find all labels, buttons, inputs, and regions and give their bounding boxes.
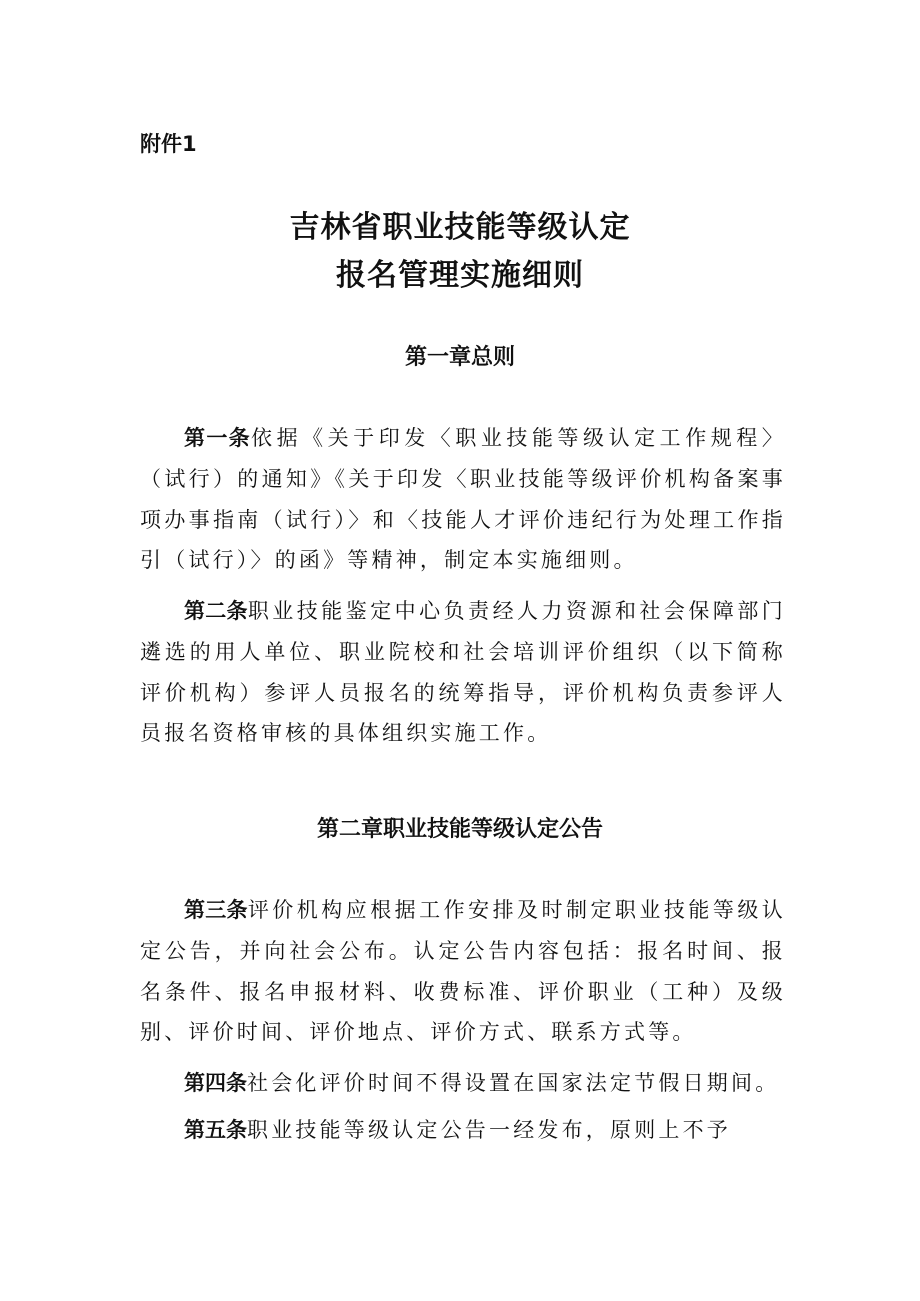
article-text: 职业技能等级认定公告一经发布，原则上不予 xyxy=(247,1118,731,1142)
article-5 xyxy=(140,1110,786,1151)
article-text: 依据《关于印发〈职业技能等级认定工作规程〉（试行）的通知》《关于印发〈职业技能等级评价机构备案事项办事指南（试行）〉和〈技能人才评价违纪行为处理工作指引（试行）〉的函》等精神，制定本实施细则。 xyxy=(140,426,787,573)
article-text: 社会化评价时间不得设置在国家法定节假日期间。 xyxy=(247,1071,780,1095)
article-label: 第一条 xyxy=(184,426,252,450)
chapter-2-heading: 第二章职业技能等级认定公告 xyxy=(316,817,603,842)
chapter-1-heading: 第一章总则 xyxy=(404,345,515,370)
attachment-label: 附件1 xyxy=(140,132,197,156)
article-label: 第二条 xyxy=(184,599,248,623)
document-title-line-2: 报名管理实施细则 xyxy=(336,258,584,293)
article-label: 第五条 xyxy=(184,1118,247,1142)
document-title-line-1: 吉林省职业技能等级认定 xyxy=(289,210,631,245)
article-text: 职业技能鉴定中心负责经人力资源和社会保障部门遴选的用人单位、职业院校和社会培训评价组织（以下简称评价机构）参评人员报名的统筹指导，评价机构负责参评人员报名资格审核的具体组织实施工作。 xyxy=(140,599,786,746)
article-text: 评价机构应根据工作安排及时制定职业技能等级认定公告，并向社会公布。认定公告内容包括：报名时间、报名条件、报名申报材料、收费标准、评价职业（工种）及级别、评价时间、评价地点、评价方式、联系方式等。 xyxy=(140,898,786,1045)
article-4 xyxy=(140,1063,786,1104)
article-2 xyxy=(140,591,786,754)
article-3 xyxy=(140,890,786,1053)
article-label: 第四条 xyxy=(184,1071,247,1095)
article-1 xyxy=(140,418,786,581)
article-label: 第三条 xyxy=(184,898,248,922)
